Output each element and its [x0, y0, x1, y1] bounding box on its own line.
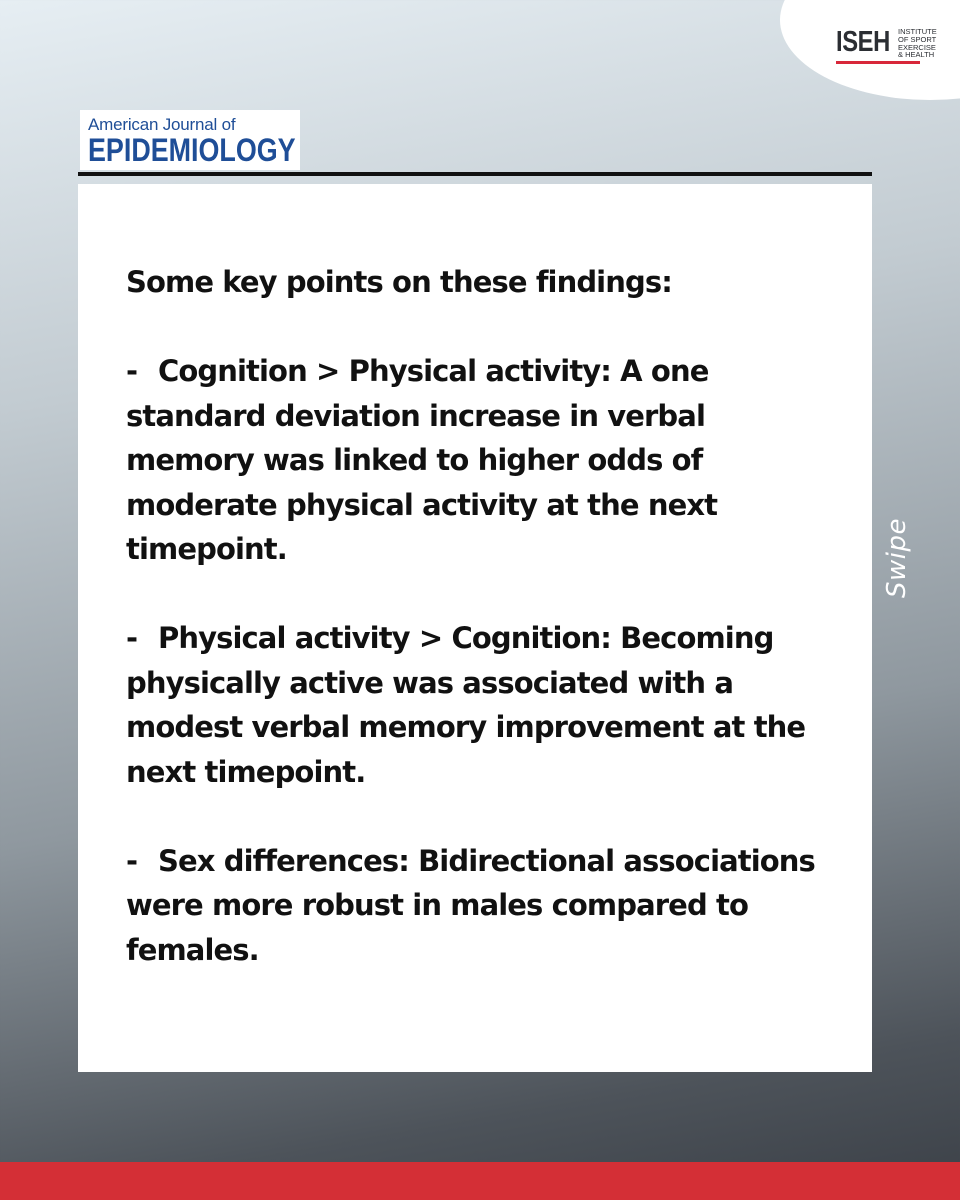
iseh-logo-underline: [836, 61, 920, 64]
iseh-logo-subtitle: INSTITUTE OF SPORT EXERCISE & HEALTH: [898, 27, 937, 60]
header-divider: [78, 172, 872, 176]
content-card: [78, 184, 872, 1072]
key-point-cognition-to-activity: - Cognition > Physical activity: A one standard deviation increase in verbal memory was linked to higher odds of moderate physical activity at the next timepoint.: [126, 354, 718, 566]
journal-logo-line2: EPIDEMIOLOGY: [88, 132, 296, 168]
swipe-hint: Swipe: [882, 518, 912, 598]
key-point-activity-to-cognition: - Physical activity > Cognition: Becoming physically active was associated with a modest verbal memory improvement at the next timepoint.: [126, 621, 806, 789]
key-point-sex-differences: - Sex differences: Bidirectional associations were more robust in males compared to females.: [126, 843, 815, 967]
journal-logo-line1: American Journal of: [88, 115, 236, 134]
card-heading: Some key points on these findings:: [126, 265, 672, 299]
iseh-logo-initials: ISEH: [836, 26, 890, 58]
bottom-accent-bar: [0, 1162, 960, 1200]
iseh-logo: [836, 26, 937, 60]
journal-logo: [80, 110, 300, 170]
